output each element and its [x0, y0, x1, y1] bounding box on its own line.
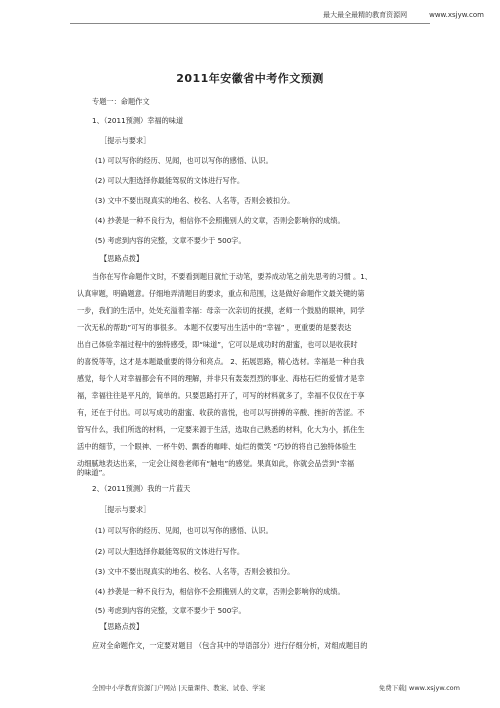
paragraph-line: 的味道”。	[77, 468, 110, 477]
paragraph-line: 一步，我们的生活中，处处充溢着幸福：母亲一次亲切的抚摸，老师一个鼓励的眼神，同学	[77, 306, 365, 315]
requirement-item: (3) 文中不要出现真实的地名、校名、人名等，否则会被扣分。	[95, 567, 295, 576]
paragraph-line: 一次无私的帮助”可写的事很多。 本题不仅要写出生活中的“幸福” ，更重要的是要表达	[77, 323, 352, 332]
requirement-item: (4) 抄袭是一种不良行为，相信你不会照搬别人的文章，否则会影响你的成绩。	[95, 587, 345, 596]
footer-download-link[interactable]: 免费下载| www.xsjyw.com	[378, 684, 460, 692]
paragraph-line: 应对全命题作文，一定要对题目 （包含其中的导语部分）进行仔细分析，对组成题目的	[92, 641, 368, 650]
footer-left-text: 全国中小学教育资源门户网站 |天量课件、教案、试卷、学案	[92, 684, 266, 692]
page-header	[323, 10, 484, 20]
requirement-item: (2) 可以大胆选择你最能驾驭的文体进行写作。	[95, 547, 245, 556]
paragraph-line: 活中的细节，一个眼神、一杯牛奶、飘香的咖啡、灿烂的微笑 ”巧妙的将自己独特体验生	[77, 442, 357, 451]
requirement-item: (2) 可以大胆选择你最能驾驭的文体进行写作。	[95, 176, 245, 185]
requirement-item: (1) 可以写你的经历、见闻，也可以写你的感悟、认识。	[95, 156, 273, 165]
paragraph-line: 管写什么，我们所选的材料，一定要来源于生活，选取自己熟悉的材料，化大为小，抓住生	[77, 425, 365, 434]
document-title: 2011年安徽省中考作文预测	[176, 72, 324, 85]
section-heading: 专题一：命题作文	[92, 97, 150, 106]
thinking-label-1: 【思路点拨】	[100, 254, 144, 263]
header-divider	[70, 23, 430, 24]
header-tagline: 最大最全最精的教育资源网	[323, 11, 408, 19]
paragraph-line: 当你在写作命题作文时，不要看到题目就忙于动笔，要养成动笔之前先思考的习惯 。1、	[92, 272, 372, 281]
header-site[interactable]: www.xsjyw.com	[429, 11, 484, 19]
requirement-item: (1) 可以写你的经历、见闻，也可以写你的感悟、认识。	[95, 526, 273, 535]
prompt-label-1: ［提示与要求］	[100, 136, 151, 145]
paragraph-line: 有，还在于付出。可以写成功的甜蜜、收获的喜悦，也可以写拼搏的辛酸、挫折的苦涩。不	[77, 408, 365, 417]
paragraph-line: 的喜悦等等，这才是本题最重要的得分和亮点。 2、拓展思路，精心选材。幸福是一种自我	[77, 357, 365, 366]
prompt-label-2: ［提示与要求］	[100, 505, 151, 514]
paragraph-line: 认真审题，明确题意。仔细地弄清题目的要求，重点和范围，这是做好命题作文最关键的第	[77, 289, 365, 298]
paragraph-line: 福，幸福往往是平凡的，简单的。只要思路打开了，可写的材料就多了，幸福不仅仅在于享	[77, 391, 365, 400]
paragraph-line: 感觉，每个人对幸福都会有不同的理解，并非只有轰轰烈烈的事业、海枯石烂的爱情才是幸	[77, 374, 365, 383]
requirement-item: (5) 考虑到内容的完整，文章不要少于 500字。	[95, 236, 246, 245]
requirement-item: (3) 文中不要出现真实的地名、校名、人名等，否则会被扣分。	[95, 196, 295, 205]
topic-heading-1: 1、（2011预测）幸福的味道	[92, 116, 184, 125]
paragraph-line: 出自己体验幸福过程中的独特感受，即“味道”，它可以是成功时的甜蜜，也可以是收获时	[77, 340, 358, 349]
requirement-item: (4) 抄袭是一种不良行为，相信你不会照搬别人的文章，否则会影响你的成绩。	[95, 216, 345, 225]
thinking-label-2: 【思路点拨】	[100, 622, 144, 631]
topic-heading-2: 2、（2011预测）我的一片蓝天	[92, 484, 191, 493]
requirement-item: (5) 考虑到内容的完整，文章不要少于 500字。	[95, 606, 246, 615]
paragraph-line: 动细腻地表达出来，一定会让阅卷老师有“触电”的感觉。果真如此，你就会品尝到“幸福	[77, 459, 355, 468]
